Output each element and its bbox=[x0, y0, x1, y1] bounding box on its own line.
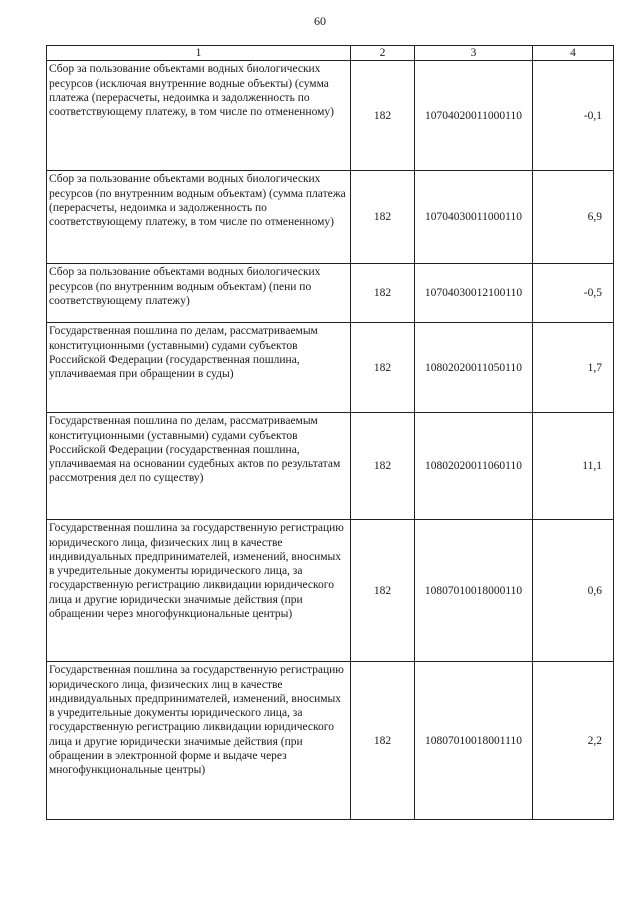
row-admin-code: 182 bbox=[351, 264, 415, 323]
table-header-row bbox=[47, 46, 614, 61]
row-kbk-code: 10704030011000110 bbox=[415, 171, 533, 264]
row-name: Государственная пошлина по делам, рассматриваемым конституционными (уставными) судами субъектов Российской Федерации (государственная пошлина, уплачиваемая при обращении в суды) bbox=[47, 323, 351, 413]
row-value: 6,9 bbox=[533, 171, 614, 264]
row-admin-code: 182 bbox=[351, 61, 415, 171]
table-row bbox=[47, 323, 614, 413]
row-name: Сбор за пользование объектами водных биологических ресурсов (исключая внутренние водные объекты) (сумма платежа (перерасчеты, недоимка и задолженность по соответствующему платежу, в том числе по отмененному) bbox=[47, 61, 351, 171]
table-row bbox=[47, 264, 614, 323]
header-cell-1: 1 bbox=[47, 46, 351, 61]
table-row bbox=[47, 171, 614, 264]
page-number: 60 bbox=[314, 14, 326, 28]
row-name: Государственная пошлина за государственную регистрацию юридического лица, физических лиц в качестве индивидуальных предпринимателей, изменений, вносимых в учредительные документы юридического лица, за государственную регистрацию ликвидации юридического лица и другие юридически значимые действия (при обращении в электронной форме и выдаче через многофункциональные центры) bbox=[47, 662, 351, 820]
row-kbk-code: 10802020011050110 bbox=[415, 323, 533, 413]
row-value: 11,1 bbox=[533, 413, 614, 520]
row-value: -0,5 bbox=[533, 264, 614, 323]
row-kbk-code: 10704030012100110 bbox=[415, 264, 533, 323]
revenue-table bbox=[46, 45, 614, 820]
table-row bbox=[47, 413, 614, 520]
row-kbk-code: 10802020011060110 bbox=[415, 413, 533, 520]
header-cell-4: 4 bbox=[533, 46, 614, 61]
row-value: 2,2 bbox=[533, 662, 614, 820]
table-row bbox=[47, 520, 614, 662]
row-value: -0,1 bbox=[533, 61, 614, 171]
row-value: 1,7 bbox=[533, 323, 614, 413]
row-admin-code: 182 bbox=[351, 171, 415, 264]
row-name: Сбор за пользование объектами водных биологических ресурсов (по внутренним водным объектам) (пени по соответствующему платежу) bbox=[47, 264, 351, 323]
header-cell-2: 2 bbox=[351, 46, 415, 61]
table-row bbox=[47, 61, 614, 171]
table-row bbox=[47, 662, 614, 820]
row-kbk-code: 10807010018000110 bbox=[415, 520, 533, 662]
row-admin-code: 182 bbox=[351, 662, 415, 820]
row-name: Сбор за пользование объектами водных биологических ресурсов (по внутренним водным объектам) (сумма платежа (перерасчеты, недоимка и задолженность по соответствующему платежу, в том числе по отмененному) bbox=[47, 171, 351, 264]
row-name: Государственная пошлина по делам, рассматриваемым конституционными (уставными) судами субъектов Российской Федерации (государственная пошлина, уплачиваемая на основании судебных актов по результатам рассмотрения дел по существу) bbox=[47, 413, 351, 520]
row-admin-code: 182 bbox=[351, 413, 415, 520]
row-kbk-code: 10704020011000110 bbox=[415, 61, 533, 171]
row-kbk-code: 10807010018001110 bbox=[415, 662, 533, 820]
header-cell-3: 3 bbox=[415, 46, 533, 61]
row-name: Государственная пошлина за государственную регистрацию юридического лица, физических лиц в качестве индивидуальных предпринимателей, изменений, вносимых в учредительные документы юридического лица, за государственную регистрацию ликвидации юридического лица и другие юридически значимые действия (при обращении через многофункциональные центры) bbox=[47, 520, 351, 662]
row-admin-code: 182 bbox=[351, 323, 415, 413]
row-value: 0,6 bbox=[533, 520, 614, 662]
row-admin-code: 182 bbox=[351, 520, 415, 662]
